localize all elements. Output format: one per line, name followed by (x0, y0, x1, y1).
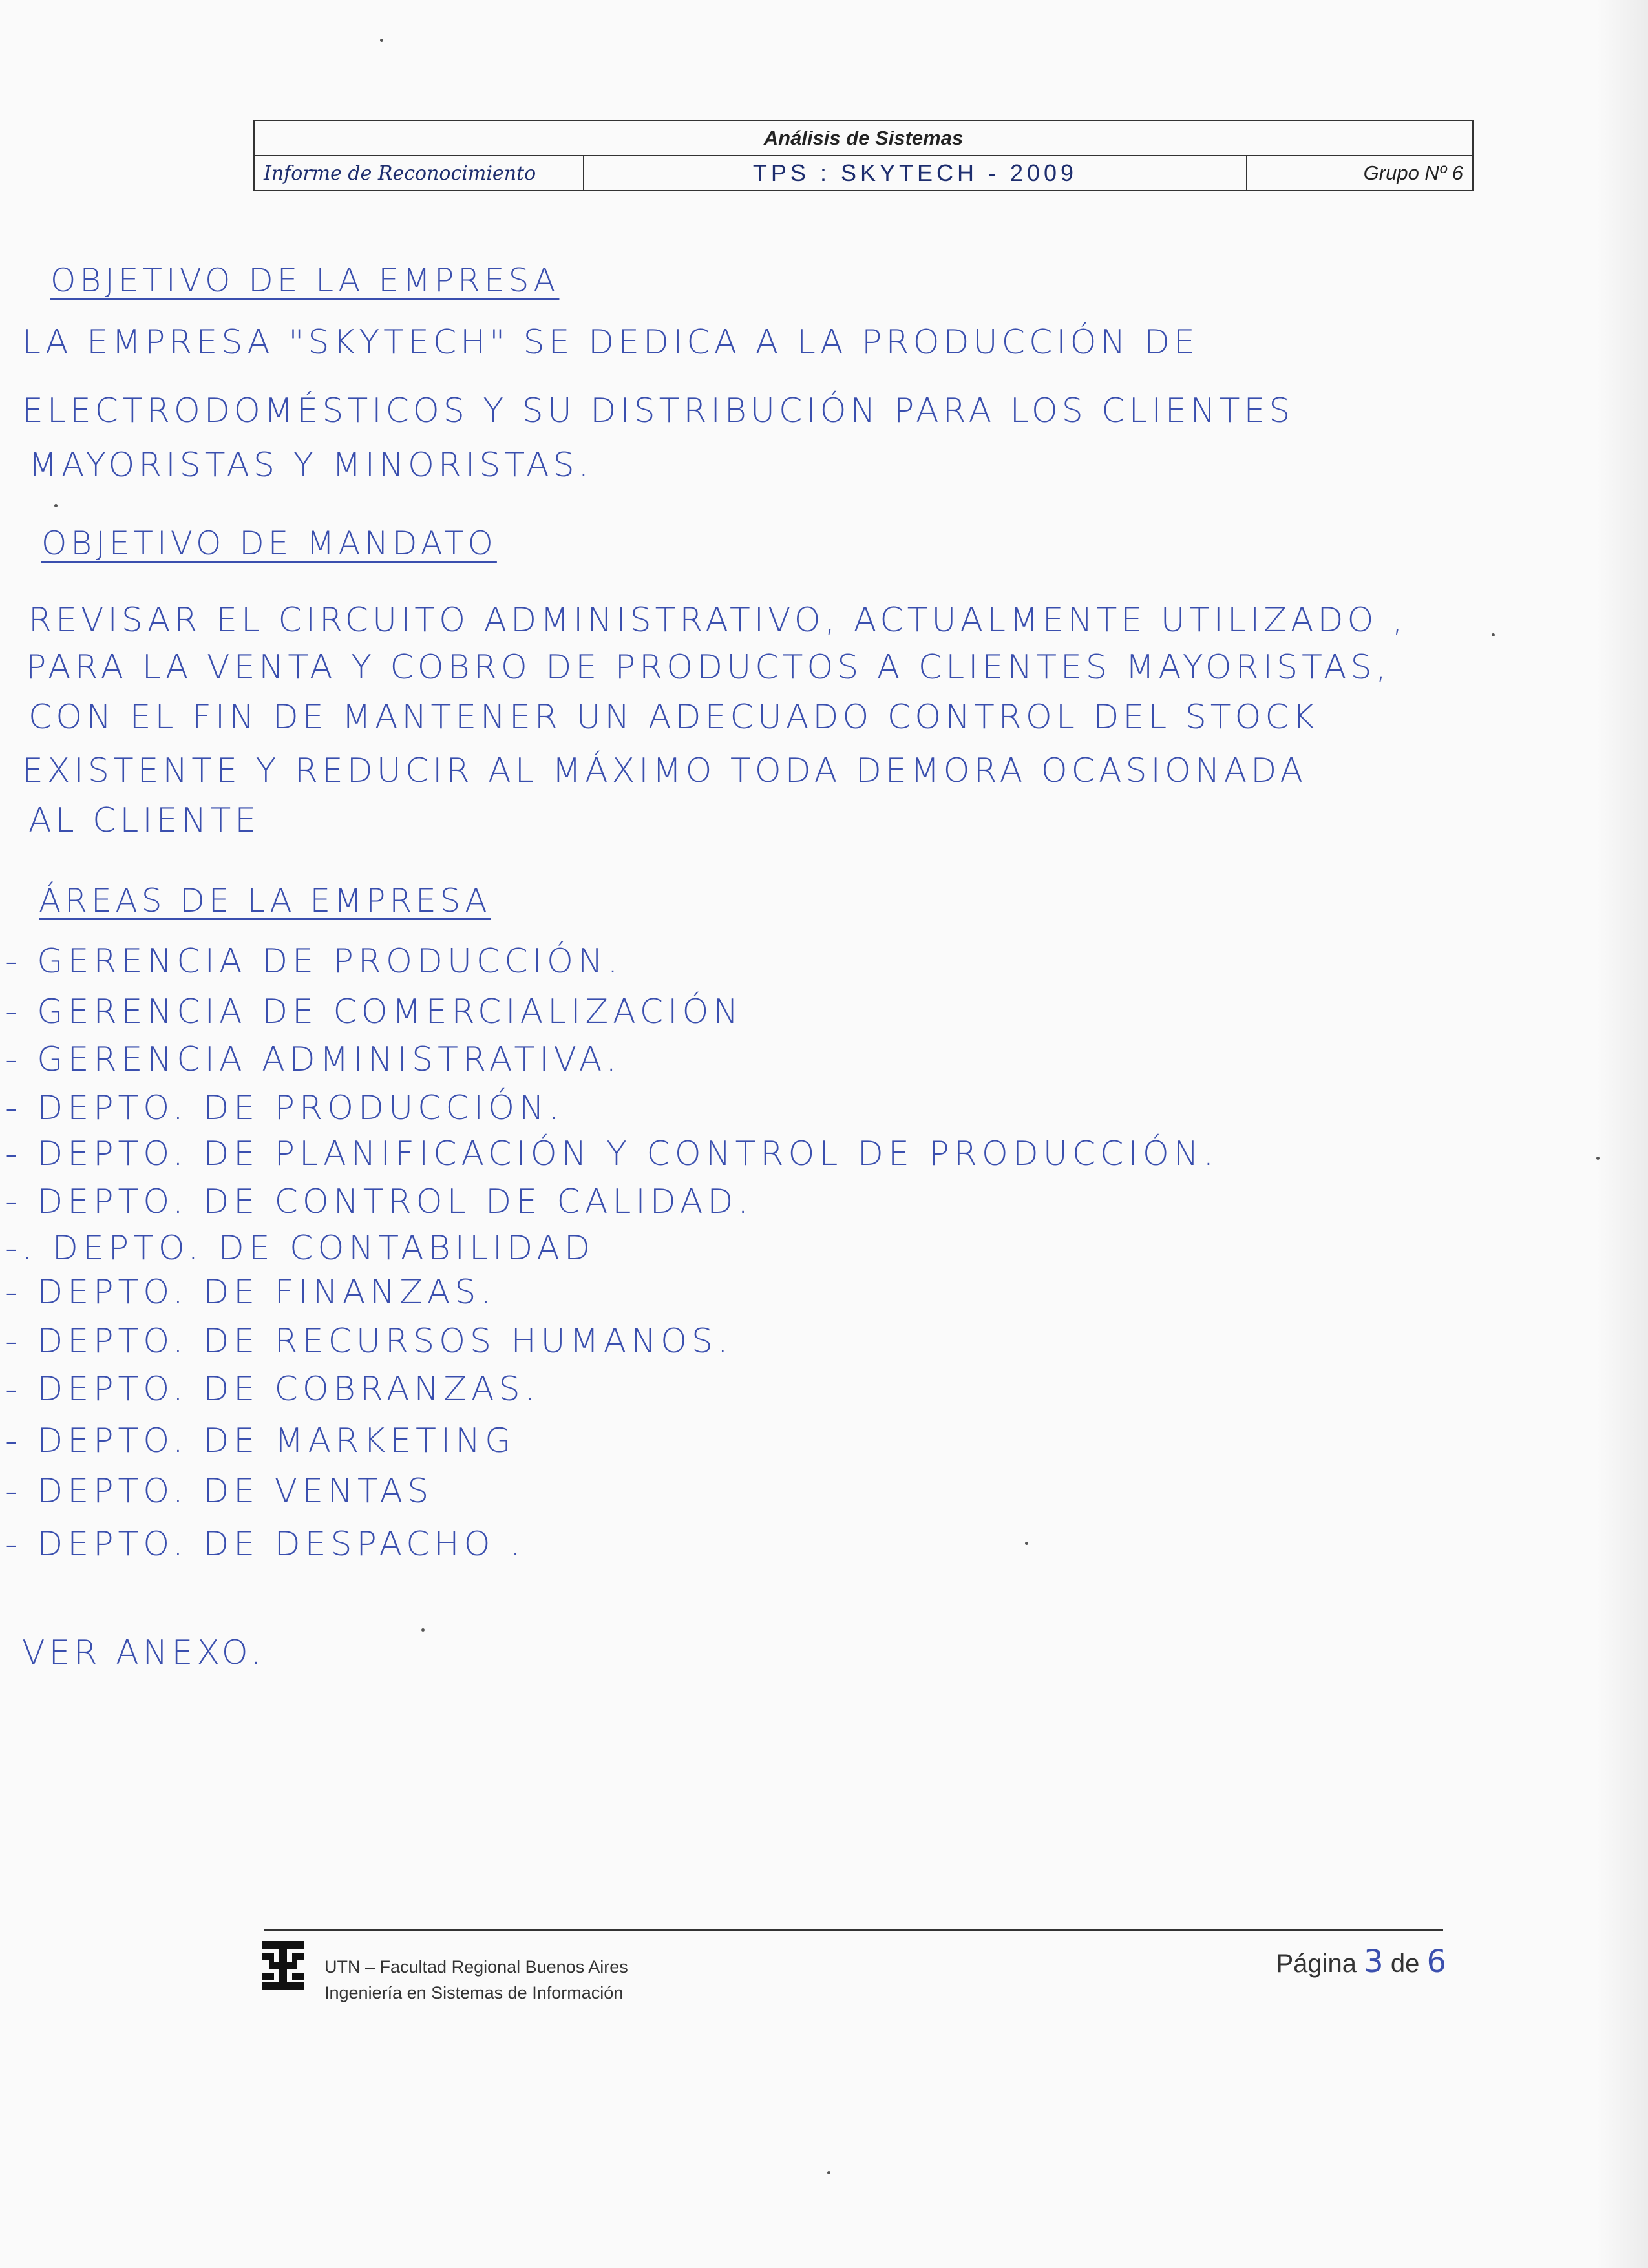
scan-speck (421, 1628, 425, 1632)
report-type: Informe de Reconocimiento (254, 156, 584, 191)
scan-speck (1596, 1157, 1600, 1160)
scan-speck (1492, 633, 1495, 636)
group-number: Grupo Nº 6 (1247, 156, 1473, 191)
page-total: 6 (1426, 1944, 1446, 1980)
objetivo-mandato-line-5: AL CLIENTE (28, 801, 260, 840)
objetivo-mandato-line-4: EXISTENTE Y REDUCIR AL MÁXIMO TODA DEMORA OCASIONADA (22, 751, 1307, 790)
closing-note: VER ANEXO. (22, 1633, 266, 1672)
scan-speck (1025, 1542, 1028, 1545)
objetivo-mandato-line-3: CON EL FIN DE MANTENER UN ADECUADO CONTROL DEL STOCK (28, 698, 1318, 737)
area-item: - DEPTO. DE COBRANZAS. (5, 1370, 540, 1409)
heading-areas: ÁREAS DE LA EMPRESA (39, 882, 491, 919)
objetivo-empresa-line-3: MAYORISTAS Y MINORISTAS. (28, 446, 593, 485)
page-of: de (1390, 1949, 1420, 1978)
area-item: - DEPTO. DE VENTAS (5, 1472, 434, 1511)
area-item: - DEPTO. DE MARKETING (5, 1422, 516, 1460)
scan-speck (827, 2171, 830, 2174)
area-item: - DEPTO. DE PRODUCCIÓN. (5, 1089, 564, 1128)
objetivo-empresa-line-1: LA EMPRESA "SKYTECH" SE DEDICA A LA PRODUCCIÓN DE (22, 323, 1199, 362)
page-label: Página (1276, 1949, 1357, 1978)
area-item: - GERENCIA DE COMERCIALIZACIÓN (5, 992, 743, 1031)
area-item: - DEPTO. DE FINANZAS. (5, 1273, 496, 1312)
footer-rule (264, 1929, 1443, 1931)
heading-objetivo-mandato: OBJETIVO DE MANDATO (41, 525, 497, 562)
footer-institution-line-2: Ingeniería en Sistemas de Información (324, 1983, 624, 2002)
course-title: Análisis de Sistemas (254, 121, 1473, 156)
area-item: - DEPTO. DE PLANIFICACIÓN Y CONTROL DE PRODUCCIÓN. (5, 1135, 1219, 1173)
area-item: -. DEPTO. DE CONTABILIDAD (5, 1229, 595, 1268)
area-item: - DEPTO. DE DESPACHO . (5, 1525, 525, 1564)
utn-logo-icon (260, 1941, 306, 1990)
scan-speck (380, 39, 383, 42)
area-item: - GERENCIA ADMINISTRATIVA. (5, 1040, 621, 1079)
heading-objetivo-empresa: OBJETIVO DE LA EMPRESA (50, 262, 560, 299)
header-table (253, 120, 1474, 191)
objetivo-mandato-line-1: REVISAR EL CIRCUITO ADMINISTRATIVO, ACTUALMENTE UTILIZADO , (28, 601, 1407, 640)
page-number (1276, 1944, 1446, 1980)
area-item: - GERENCIA DE PRODUCCIÓN. (5, 942, 623, 981)
page-current: 3 (1364, 1944, 1384, 1980)
scan-speck (54, 504, 58, 507)
footer-institution (324, 1954, 628, 2006)
area-item: - DEPTO. DE CONTROL DE CALIDAD. (5, 1182, 753, 1221)
area-item: - DEPTO. DE RECURSOS HUMANOS. (5, 1322, 733, 1361)
objetivo-empresa-line-2: ELECTRODOMÉSTICOS Y SU DISTRIBUCIÓN PARA LOS CLIENTES (22, 392, 1294, 430)
footer-institution-line-1: UTN – Facultad Regional Buenos Aires (324, 1957, 628, 1977)
objetivo-mandato-line-2: PARA LA VENTA Y COBRO DE PRODUCTOS A CLIENTES MAYORISTAS, (26, 648, 1390, 687)
project-title: TPS : SKYTECH - 2009 (584, 156, 1247, 191)
